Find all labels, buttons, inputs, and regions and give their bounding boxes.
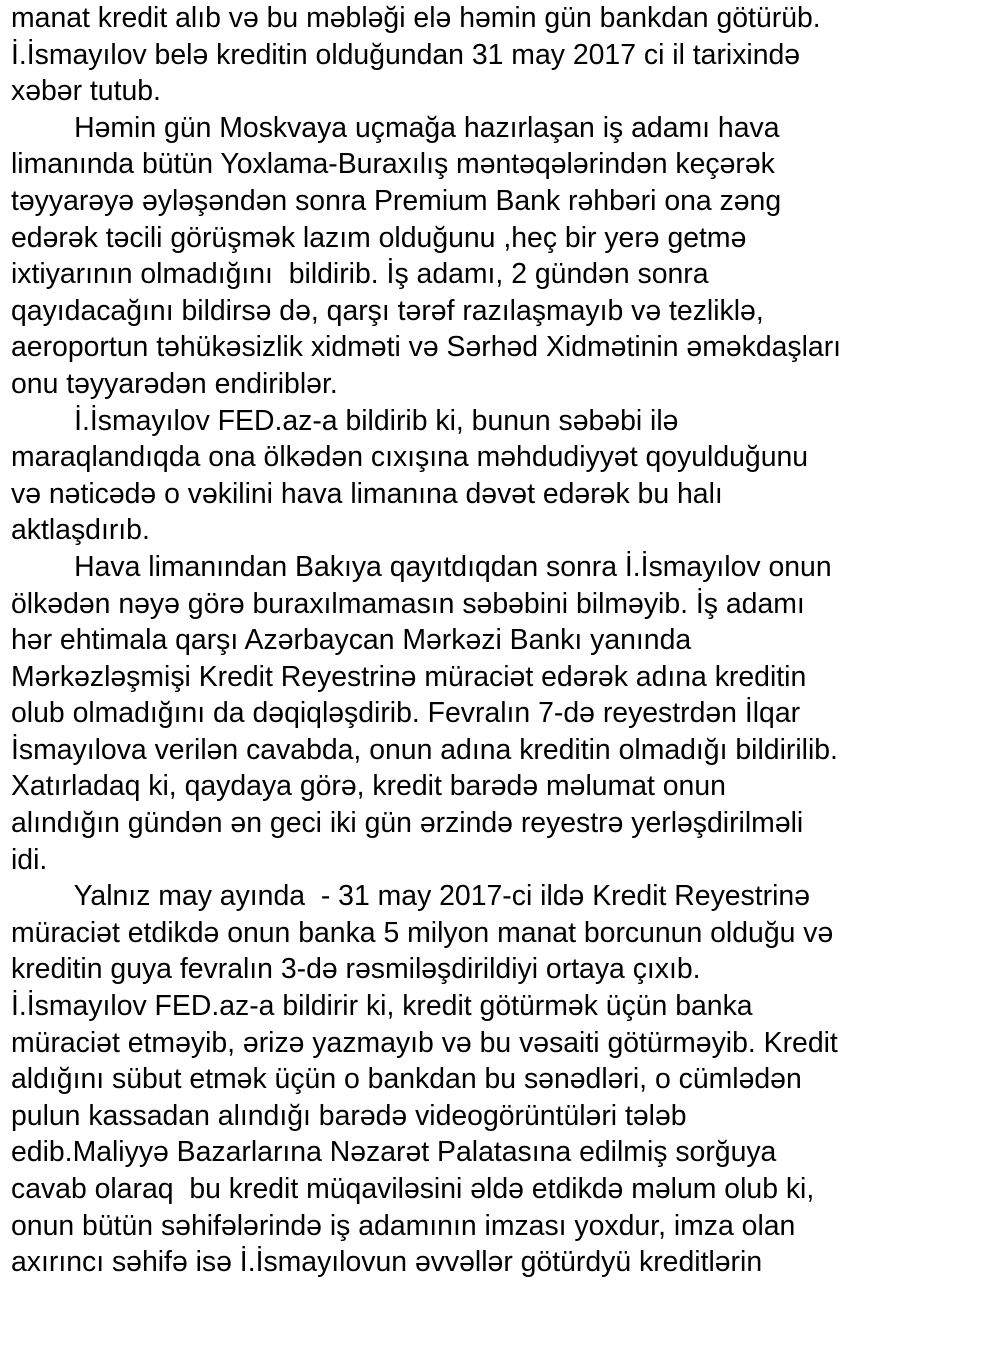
text-line: müraciət etməyib, ərizə yazmayıb və bu vəsaiti götürməyib. Kredit — [11, 1026, 838, 1059]
text-line: aldığını sübut etmək üçün o bankdan bu sənədləri, o cümlədən — [11, 1063, 802, 1096]
text-line: ixtiyarının olmadığını bildirib. İş adamı, 2 gündən sonra — [11, 258, 709, 291]
text-line: aktlaşdırıb. — [11, 514, 150, 547]
text-line: olub olmadığını da dəqiqləşdirib. Fevralın 7-də reyestrdən İlqar — [11, 697, 801, 730]
text-line: kreditin guya fevralın 3-də rəsmiləşdirildiyi ortaya çıxıb. — [11, 953, 701, 986]
text-line: müraciət etdikdə onun banka 5 milyon manat borcunun olduğu və — [11, 916, 834, 949]
text-line: pulun kassadan alındığı barədə videogörüntüləri tələb — [11, 1099, 687, 1132]
text-line: limanında bütün Yoxlama-Buraxılış məntəqələrindən keçərək — [11, 148, 775, 181]
text-line: cavab olaraq bu kredit müqaviləsini əldə etdikdə məlum olub ki, — [11, 1173, 815, 1205]
text-line: İ.İsmayılov belə kreditin olduğundan 31 may 2017 ci il tarixində — [11, 38, 801, 71]
text-line: ölkədən nəyə görə buraxılmamasın səbəbini bilməyib. İş adamı — [11, 587, 805, 620]
text-line: Mərkəzləşmişi Kredit Reyestrinə müraciət edərək adına kreditin — [11, 660, 807, 693]
text-line: onu təyyarədən endiriblər. — [11, 367, 338, 400]
text-line: aeroportun təhükəsizlik xidməti və Sərhəd Xidmətinin əməkdaşları — [11, 331, 842, 364]
text-line: maraqlandıqda ona ölkədən cıxışına məhdudiyyət qoyulduğunu — [11, 441, 809, 474]
text-line: idi. — [11, 843, 48, 876]
text-line: təyyarəyə əyləşəndən sonra Premium Bank rəhbəri ona zəng — [11, 184, 782, 217]
text-line: hər ehtimala qarşı Azərbaycan Mərkəzi Bankı yanında — [11, 624, 692, 657]
text-line: Həmin gün Moskvaya uçmağa hazırlaşan iş adamı hava — [11, 111, 780, 144]
text-line: edib.Maliyyə Bazarlarına Nəzarət Palatasına edilmiş sorğuya — [11, 1136, 777, 1169]
text-line: və nəticədə o vəkilini hava limanına dəvət edərək bu halı — [11, 477, 723, 510]
text-line: edərək təcili görüşmək lazım olduğunu ,heç bir yerə getmə — [11, 221, 747, 254]
text-line: onun bütün səhifələrində iş adamının imzası yoxdur, imza olan — [11, 1209, 796, 1242]
text-line: axırıncı səhifə isə İ.İsmayılovun əvvəllər götürdyü kreditlərin — [11, 1246, 763, 1279]
text-line: xəbər tutub. — [11, 75, 161, 108]
text-line: Hava limanından Bakıya qayıtdıqdan sonra İ.İsmayılov onun — [11, 550, 832, 583]
text-line: manat kredit alıb və bu məbləği elə həmin gün bankdan götürüb. — [11, 2, 821, 34]
text-line: İsmayılova verilən cavabda, onun adına kreditin olmadığı bildirilib. — [11, 733, 838, 766]
text-line: İ.İsmayılov FED.az-a bildirir ki, kredit götürmək üçün banka — [11, 990, 753, 1023]
text-line: Xatırladaq ki, qaydaya görə, kredit barədə məlumat onun — [11, 770, 726, 803]
text-line: alındığın gündən ən geci iki gün ərzində reyestrə yerləşdirilməli — [11, 807, 804, 840]
text-line: Yalnız may ayında - 31 may 2017-ci ildə Kredit Reyestrinə — [11, 880, 810, 913]
document-body — [11, 0, 1001, 1281]
text-line: İ.İsmayılov FED.az-a bildirib ki, bunun səbəbi ilə — [11, 404, 679, 437]
text-line: qayıdacağını bildirsə də, qarşı tərəf razılaşmayıb və tezliklə, — [11, 294, 764, 327]
